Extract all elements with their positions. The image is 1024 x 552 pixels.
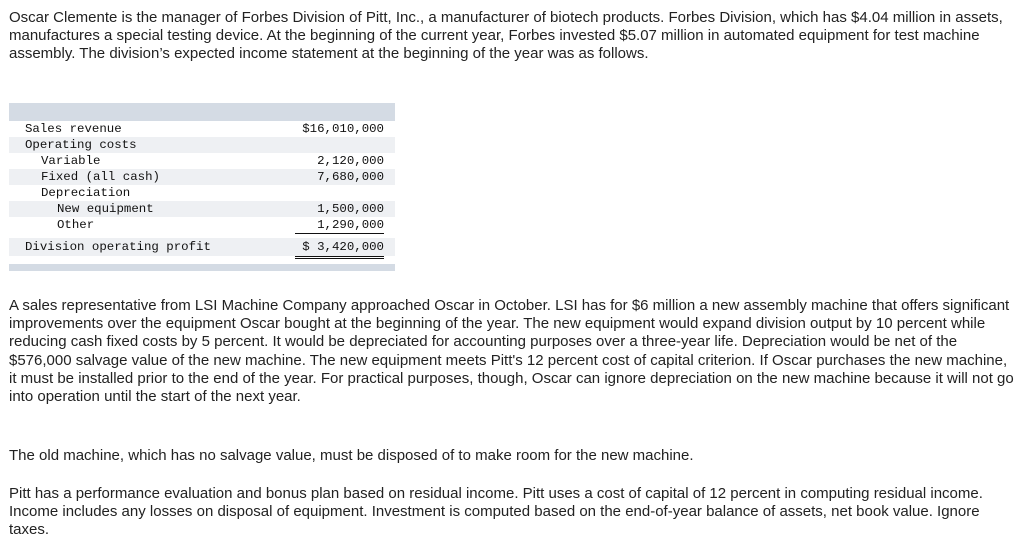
income-statement-table	[9, 103, 395, 271]
other-value: 1,290,000	[317, 218, 384, 232]
row-variable	[9, 153, 395, 169]
fixed-cash-label: Fixed (all cash)	[41, 170, 160, 184]
row-fixed-cash	[9, 169, 395, 185]
intro-paragraph: Oscar Clemente is the manager of Forbes Division of Pitt, Inc., a manufacturer of biotech products. Forbes Division, which has $4.04 million in assets, manufactures a special testing device. At the beginning of the current year, Forbes invested $5.07 million in automated equipment for test machine assembly. The division’s expected income statement at the beginning of the year was as follows.	[9, 9, 1003, 63]
row-operating-costs	[9, 137, 395, 153]
total-underline-2	[295, 258, 384, 259]
division-operating-profit-value: $ 3,420,000	[302, 240, 384, 254]
sales-revenue-label: Sales revenue	[25, 122, 122, 136]
division-operating-profit-label: Division operating profit	[25, 240, 211, 254]
performance-plan-paragraph: Pitt has a performance evaluation and bonus plan based on residual income. Pitt uses a cost of capital of 12 percent in computing residual income. Income includes any losses on disposal of equipment. Investment is computed based on the end-of-year balance of assets, net book value. Ignore taxes.	[9, 485, 983, 539]
total-underline-1	[295, 256, 384, 257]
sales-revenue-value: $16,010,000	[302, 122, 384, 136]
other-label: Other	[57, 218, 95, 232]
row-other	[9, 217, 395, 233]
table-header-band	[9, 103, 395, 121]
row-division-operating-profit	[9, 238, 395, 256]
variable-value: 2,120,000	[317, 154, 384, 168]
old-machine-paragraph: The old machine, which has no salvage value, must be disposed of to make room for the new machine.	[9, 447, 694, 464]
subtotal-underline	[295, 233, 384, 234]
sales-offer-paragraph: A sales representative from LSI Machine Company approached Oscar in October. LSI has for $6 million a new assembly machine that offers significant improvements over the equipment Oscar bought at the beginning of the year. The new equipment would expand division output by 10 percent while reducing cash fixed costs by 5 percent. It would be depreciated for accounting purposes over a three-year life. Depreciation would be net of the $576,000 salvage value of the new machine. The new equipment meets Pitt's 12 percent cost of capital criterion. If Oscar purchases the new machine, it must be installed prior to the end of the year. For practical purposes, though, Oscar can ignore depreciation on the new machine because it will not go into operation until the start of the next year.	[9, 297, 1014, 406]
fixed-cash-value: 7,680,000	[317, 170, 384, 184]
table-footer-band	[9, 264, 395, 271]
row-depreciation	[9, 185, 395, 201]
depreciation-label: Depreciation	[41, 186, 131, 200]
variable-label: Variable	[41, 154, 101, 168]
row-new-equipment	[9, 201, 395, 217]
new-equipment-value: 1,500,000	[317, 202, 384, 216]
operating-costs-label: Operating costs	[25, 138, 137, 152]
row-sales-revenue	[9, 121, 395, 137]
new-equipment-label: New equipment	[57, 202, 154, 216]
